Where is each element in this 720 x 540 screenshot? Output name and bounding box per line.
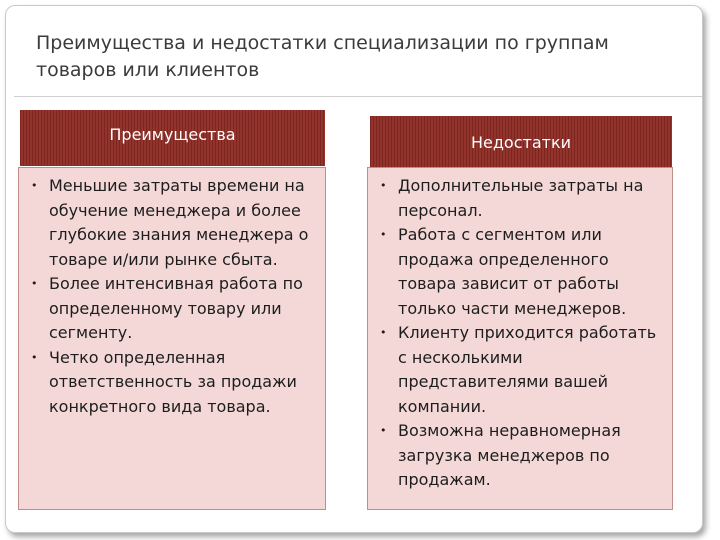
list-item [378, 223, 662, 321]
list-item [378, 174, 662, 223]
list-item [29, 272, 315, 346]
advantages-list [29, 174, 315, 419]
bullet-icon: • [380, 424, 387, 437]
disadvantages-list [378, 174, 662, 493]
disadvantages-header-label: Недостатки [470, 132, 572, 152]
disadvantages-panel [367, 167, 673, 510]
bullet-icon: • [380, 179, 387, 192]
bullet-icon: • [380, 228, 387, 241]
list-item-text: Возможна неравномерная загрузка менеджеров по продажам. [398, 421, 621, 489]
bullet-icon: • [380, 326, 387, 339]
slide-title: Преимущества и недостатки специализации по группам товаров или клиентов [36, 32, 609, 81]
list-item [29, 174, 315, 272]
list-item-text: Дополнительные затраты на персонал. [398, 176, 644, 220]
list-item [29, 346, 315, 420]
list-item [378, 419, 662, 493]
list-item [378, 321, 662, 419]
advantages-panel [18, 167, 326, 510]
list-item-text: Клиенту приходится работать с несколькими представителями вашей компании. [398, 323, 657, 416]
title-divider [14, 96, 702, 97]
list-item-text: Четко определенная ответственность за продажи конкретного вида товара. [49, 347, 297, 416]
bullet-icon: • [31, 350, 38, 364]
bullet-icon: • [31, 277, 38, 290]
list-item-text: Более интенсивная работа по определенному товару или сегменту. [49, 274, 303, 342]
disadvantages-header [370, 116, 672, 168]
bullet-icon: • [31, 179, 38, 192]
list-item-text: Работа с сегментом или продажа определенного товара зависит от работы только части менеджеров. [398, 225, 627, 318]
list-item-text: Меньшие затраты времени на обучение менеджера и более глубокие знания менеджера о товаре и/или рынке сбыта. [49, 176, 309, 269]
advantages-header [20, 110, 325, 166]
advantages-header-label: Преимущества [109, 124, 236, 144]
